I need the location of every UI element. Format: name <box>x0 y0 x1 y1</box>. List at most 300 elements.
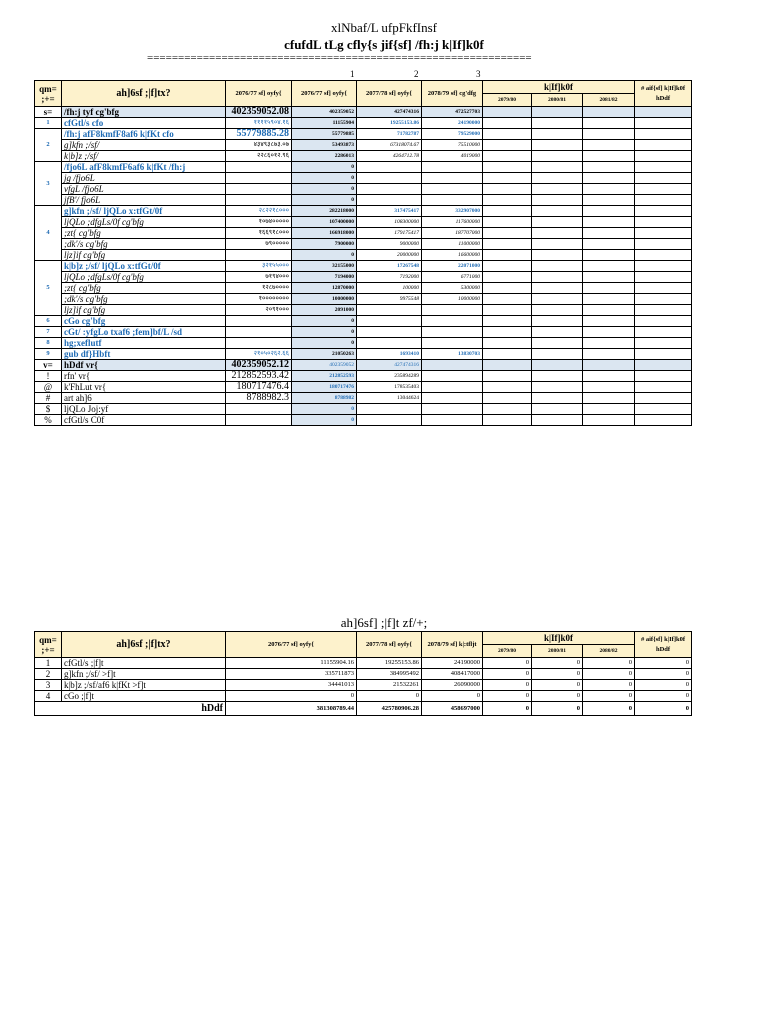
value-2077-78: 19255153.86 <box>357 658 422 669</box>
value-2077-78: 20000000 <box>357 250 422 261</box>
table-row <box>35 360 692 371</box>
value-2078-79: 6771000 <box>422 272 483 283</box>
value-2076-77 <box>226 173 292 184</box>
total-2080-82: 0 <box>583 702 635 716</box>
table-row <box>35 415 692 426</box>
value-three-year-total <box>635 327 692 338</box>
value-three-year-total <box>635 360 692 371</box>
value-2080-81 <box>532 239 583 250</box>
table-row <box>35 272 692 283</box>
value-2080-81 <box>532 250 583 261</box>
table-row <box>35 349 692 360</box>
value-three-year-total: 0 <box>635 669 692 680</box>
value-2078-79: 0 <box>422 691 483 702</box>
value-2080-81 <box>532 228 583 239</box>
value-2077-78: 317475417 <box>357 206 422 217</box>
value-2081-82 <box>583 261 635 272</box>
doc-title-line2: cfufdL tLg cfly{s jif{sf] /fh:j k|If]k0f <box>284 37 484 52</box>
value-2079-80 <box>483 118 532 129</box>
header-actual-2076-77: 2076/77 sf] oyfy{ <box>226 81 292 107</box>
value-2076-77-b: 55779885 <box>292 129 357 140</box>
value-2076-77: १०७४००००० <box>226 217 292 228</box>
row-serial: ! <box>35 371 62 382</box>
value-2079-80 <box>483 206 532 217</box>
value-2076-77: ७१९४००० <box>226 272 292 283</box>
value-2080-81 <box>532 415 583 426</box>
value-2078-79: 408417000 <box>422 669 483 680</box>
total-2078-79: 458697000 <box>422 702 483 716</box>
row-label: ljz]if cg'bfg <box>62 250 226 261</box>
row-label: ;dk'/s cg'bfg <box>62 294 226 305</box>
value-2080-81 <box>532 283 583 294</box>
value-2081-82 <box>583 151 635 162</box>
value-2080-81 <box>532 118 583 129</box>
value-2076-77 <box>226 404 292 415</box>
value-three-year-total <box>635 294 692 305</box>
table-row <box>35 151 692 162</box>
value-three-year-total: 0 <box>635 658 692 669</box>
value-2076-77-b: 11155904 <box>292 118 357 129</box>
value-2077-78: 19255153.86 <box>357 118 422 129</box>
row-serial: 1 <box>35 118 62 129</box>
table-row <box>35 283 692 294</box>
value-2077-78 <box>357 162 422 173</box>
table-row <box>35 162 692 173</box>
table-row <box>35 680 692 691</box>
value-2077-78: 7192000 <box>357 272 422 283</box>
row-serial: 3 <box>35 162 62 206</box>
value-2081-82 <box>583 360 635 371</box>
value-2078-79: 11000000 <box>422 239 483 250</box>
table-row <box>35 173 692 184</box>
value-2077-78: 9975548 <box>357 294 422 305</box>
row-serial: % <box>35 415 62 426</box>
row-label: g]kfn ;/sf/ >f]t <box>62 669 226 680</box>
value-2078-79: 24190000 <box>422 118 483 129</box>
value-2080-81 <box>532 360 583 371</box>
value-2077-78: 71782787 <box>357 129 422 140</box>
value-2076-77 <box>226 195 292 206</box>
value-2078-79 <box>422 162 483 173</box>
value-2079-80 <box>483 129 532 140</box>
row-label: jfB'/ fjo6L <box>62 195 226 206</box>
table-row <box>35 129 692 140</box>
row-serial: v= <box>35 360 62 371</box>
value-2080-81 <box>532 305 583 316</box>
value-2076-77 <box>226 316 292 327</box>
total-row <box>35 702 692 716</box>
value-2081-82 <box>583 404 635 415</box>
value-2078-79 <box>422 327 483 338</box>
value-2076-77: 11155904.16 <box>226 658 357 669</box>
row-serial: 1 <box>35 658 62 669</box>
value-2079-80 <box>483 140 532 151</box>
value-three-year-total <box>635 371 692 382</box>
value-2078-79 <box>422 382 483 393</box>
value-three-year-total <box>635 393 692 404</box>
value-2076-77-b: 0 <box>292 404 357 415</box>
row-serial: 2 <box>35 129 62 162</box>
header-actual-2076-77: 2076/77 sf] oyfy{ <box>226 632 357 658</box>
revenue-projection-table <box>34 80 692 426</box>
table-row <box>35 371 692 382</box>
value-2076-77: ३२१५५००० <box>226 261 292 272</box>
value-2080-82: 0 <box>583 691 635 702</box>
value-2077-78: 17267548 <box>357 261 422 272</box>
value-2081-82 <box>583 415 635 426</box>
value-2081-82 <box>583 184 635 195</box>
value-2076-77 <box>226 415 292 426</box>
table-row <box>35 382 692 393</box>
value-2076-77-b: 0 <box>292 415 357 426</box>
value-2080-81 <box>532 338 583 349</box>
value-2077-78 <box>357 184 422 195</box>
table-row <box>35 206 692 217</box>
value-2079-80 <box>483 305 532 316</box>
value-2079-80 <box>483 162 532 173</box>
value-2077-78: 67318074.67 <box>357 140 422 151</box>
value-2076-77: ११११५९०४.१६ <box>226 118 292 129</box>
value-2080-81 <box>532 327 583 338</box>
value-2081-82 <box>583 272 635 283</box>
value-2076-77 <box>226 184 292 195</box>
total-label: hDdf <box>35 702 226 716</box>
value-2080-81 <box>532 371 583 382</box>
table-row <box>35 305 692 316</box>
value-2078-79 <box>422 371 483 382</box>
value-three-year-total <box>635 118 692 129</box>
value-2080-81 <box>532 195 583 206</box>
value-2078-79: 26090000 <box>422 680 483 691</box>
header-year-2080-82: 2080/82 <box>583 645 635 658</box>
row-serial: 4 <box>35 691 62 702</box>
value-2078-79: 4019000 <box>422 151 483 162</box>
row-label: ljQLo ;dfgLs/0f cg'bfg <box>62 272 226 283</box>
header-actual-2076-77-b: 2076/77 sf] oyfy{ <box>292 81 357 107</box>
value-2078-79: 187707000 <box>422 228 483 239</box>
row-label: ;zt{ cg'bfg <box>62 228 226 239</box>
column-number-3: 3 <box>476 69 481 79</box>
header-year-2080-81: 2080/81 <box>532 94 583 107</box>
row-serial: 2 <box>35 669 62 680</box>
value-2080-81 <box>532 217 583 228</box>
value-three-year-total <box>635 239 692 250</box>
row-label: vfgL /fjo6L <box>62 184 226 195</box>
header-year-2079-80: 2079/80 <box>483 94 532 107</box>
value-2077-78: 427474316 <box>357 107 422 118</box>
value-2076-77-b: 282218000 <box>292 206 357 217</box>
value-2076-77 <box>226 338 292 349</box>
value-2078-79: 16600000 <box>422 250 483 261</box>
table-row <box>35 404 692 415</box>
value-2076-77-b: 0 <box>292 338 357 349</box>
value-2076-77: २१०५०२६२.६६ <box>226 349 292 360</box>
value-2079-80 <box>483 195 532 206</box>
value-2080-81 <box>532 316 583 327</box>
value-2076-77: २८२२१८००० <box>226 206 292 217</box>
value-2080-81 <box>532 261 583 272</box>
value-2080-82: 0 <box>583 658 635 669</box>
value-2076-77 <box>226 162 292 173</box>
value-2079-80 <box>483 371 532 382</box>
value-2077-78: 178535403 <box>357 382 422 393</box>
value-2079-80 <box>483 338 532 349</box>
row-label: k|b]z ;/sf/ <box>62 151 226 162</box>
row-serial: $ <box>35 404 62 415</box>
value-three-year-total <box>635 404 692 415</box>
value-2078-79 <box>422 184 483 195</box>
table-row <box>35 669 692 680</box>
row-serial: s= <box>35 107 62 118</box>
row-serial: 3 <box>35 680 62 691</box>
value-2080-82: 0 <box>583 680 635 691</box>
value-2081-82 <box>583 129 635 140</box>
value-2079-80 <box>483 107 532 118</box>
table-row <box>35 239 692 250</box>
value-2081-82 <box>583 118 635 129</box>
value-2081-82 <box>583 162 635 173</box>
value-2077-78 <box>357 338 422 349</box>
value-2076-77: 335711873 <box>226 669 357 680</box>
row-label: ljz]if cg'bfg <box>62 305 226 316</box>
total-2080-81: 0 <box>532 702 583 716</box>
budget-source-summary-table <box>34 631 692 716</box>
value-2079-80 <box>483 360 532 371</box>
value-2080-81 <box>532 349 583 360</box>
value-2079-80 <box>483 283 532 294</box>
table-row <box>35 184 692 195</box>
value-2078-79 <box>422 404 483 415</box>
value-2076-77-b: 2286013 <box>292 151 357 162</box>
value-2077-78: 100000 <box>357 283 422 294</box>
value-2079-80 <box>483 349 532 360</box>
value-2076-77-b: 107400000 <box>292 217 357 228</box>
table-row <box>35 250 692 261</box>
value-2080-81: 0 <box>532 691 583 702</box>
row-label: cfGtl/s C0f <box>62 415 226 426</box>
row-label: cGt/ :yfgLo txaf6 ;fem]bf/L /sd <box>62 327 226 338</box>
value-2078-79: 117600000 <box>422 217 483 228</box>
value-2076-77-b: 8788982 <box>292 393 357 404</box>
value-2076-77-b: 402359052 <box>292 360 357 371</box>
value-2081-82 <box>583 382 635 393</box>
value-2079-80 <box>483 294 532 305</box>
table-row <box>35 338 692 349</box>
row-serial: 5 <box>35 261 62 316</box>
value-2080-81 <box>532 173 583 184</box>
table-row <box>35 217 692 228</box>
value-2076-77-b: 7194000 <box>292 272 357 283</box>
value-2079-80 <box>483 404 532 415</box>
value-2076-77-b: 53493873 <box>292 140 357 151</box>
value-2081-82 <box>583 195 635 206</box>
value-2080-81 <box>532 162 583 173</box>
value-2076-77 <box>226 250 292 261</box>
header-serial: qm= ;+= <box>35 632 62 658</box>
value-2079-80 <box>483 393 532 404</box>
value-2077-78: 179175417 <box>357 228 422 239</box>
value-three-year-total <box>635 173 692 184</box>
value-2080-81: 0 <box>532 669 583 680</box>
value-2077-78 <box>357 415 422 426</box>
value-2079-80 <box>483 239 532 250</box>
value-2077-78 <box>357 195 422 206</box>
row-label: ljQLo ;dfgLs/0f cg'bfg <box>62 217 226 228</box>
value-2079-80 <box>483 184 532 195</box>
value-2079-80: 0 <box>483 658 532 669</box>
value-2078-79 <box>422 316 483 327</box>
row-serial: 7 <box>35 327 62 338</box>
value-2077-78 <box>357 327 422 338</box>
value-2076-77-b: 32155000 <box>292 261 357 272</box>
value-2081-82 <box>583 206 635 217</box>
table-row <box>35 261 692 272</box>
value-2076-77 <box>226 327 292 338</box>
value-2081-82 <box>583 371 635 382</box>
row-label: rfn' vr{ <box>62 371 226 382</box>
row-label: ;zt{ cg'bfg <box>62 283 226 294</box>
value-2077-78 <box>357 305 422 316</box>
value-2078-79: 24190000 <box>422 658 483 669</box>
value-three-year-total <box>635 316 692 327</box>
value-2081-82 <box>583 338 635 349</box>
header-year-2080-81: 2080/81 <box>532 645 583 658</box>
header-projection: k|If]k0f <box>483 632 635 645</box>
row-label: cGo ;|f]t <box>62 691 226 702</box>
value-2078-79: 79529000 <box>422 129 483 140</box>
value-2081-82 <box>583 327 635 338</box>
table-row <box>35 195 692 206</box>
value-three-year-total <box>635 261 692 272</box>
total-2079-80: 0 <box>483 702 532 716</box>
header-estimate-2078-79: 2078/79 sf] cg'dfg <box>422 81 483 107</box>
value-2077-78: 235894289 <box>357 371 422 382</box>
value-three-year-total: 0 <box>635 680 692 691</box>
value-three-year-total <box>635 184 692 195</box>
value-2077-78 <box>357 316 422 327</box>
column-number-2: 2 <box>414 69 419 79</box>
value-2079-80 <box>483 415 532 426</box>
value-2081-82 <box>583 140 635 151</box>
value-2081-82 <box>583 239 635 250</box>
value-2076-77: २०९१००० <box>226 305 292 316</box>
value-three-year-total <box>635 349 692 360</box>
row-label: gub df}Hbft <box>62 349 226 360</box>
row-label: /fjo6L afF8kmfF6af6 k|fKt /fh:j <box>62 162 226 173</box>
value-2076-77: 402359052.08 <box>226 107 292 118</box>
value-2078-79 <box>422 195 483 206</box>
value-three-year-total: 0 <box>635 691 692 702</box>
value-2079-80 <box>483 173 532 184</box>
value-2081-82 <box>583 217 635 228</box>
value-three-year-total <box>635 195 692 206</box>
row-label: jg /fjo6L <box>62 173 226 184</box>
value-three-year-total <box>635 338 692 349</box>
value-three-year-total <box>635 107 692 118</box>
value-2076-77: १०००००००० <box>226 294 292 305</box>
value-2080-81 <box>532 206 583 217</box>
value-2079-80 <box>483 382 532 393</box>
row-serial: 9 <box>35 349 62 360</box>
value-2081-82 <box>583 173 635 184</box>
value-2076-77: 0 <box>226 691 357 702</box>
value-2080-81 <box>532 129 583 140</box>
value-2076-77: 212852593.42 <box>226 371 292 382</box>
row-label: ljQLo Joj:yf <box>62 404 226 415</box>
value-2077-78: 13044624 <box>357 393 422 404</box>
value-2079-80 <box>483 250 532 261</box>
value-2076-77: 34441013 <box>226 680 357 691</box>
equals-divider: ============================================================== <box>147 52 532 64</box>
value-three-year-total <box>635 305 692 316</box>
value-three-year-total <box>635 415 692 426</box>
value-2080-81 <box>532 107 583 118</box>
value-2077-78: 0 <box>357 691 422 702</box>
table-row <box>35 228 692 239</box>
value-2076-77-b: 21050263 <box>292 349 357 360</box>
table-row <box>35 107 692 118</box>
value-2081-82 <box>583 305 635 316</box>
row-label: cfGtl/s ;|f]t <box>62 658 226 669</box>
value-three-year-total <box>635 129 692 140</box>
header-year-2081-82: 2081/82 <box>583 94 635 107</box>
value-2079-80 <box>483 272 532 283</box>
value-2078-79 <box>422 305 483 316</box>
header-three-year-total: # aif{sf] k|If]k0f hDdf <box>635 81 692 107</box>
value-2079-80 <box>483 261 532 272</box>
row-label: ;dk'/s cg'bfg <box>62 239 226 250</box>
value-2080-81: 0 <box>532 680 583 691</box>
doc-title-line1: xlNbaf/L ufpFkfInsf <box>330 20 438 35</box>
table-row <box>35 118 692 129</box>
value-2078-79: 13830703 <box>422 349 483 360</box>
value-2080-82: 0 <box>583 669 635 680</box>
value-2079-80 <box>483 228 532 239</box>
value-2076-77: ४३४९३८७३.०७ <box>226 140 292 151</box>
value-2077-78: 108300000 <box>357 217 422 228</box>
row-serial: # <box>35 393 62 404</box>
value-2079-80: 0 <box>483 669 532 680</box>
row-label: k'FhLut vr{ <box>62 382 226 393</box>
row-label: g]kfn ;/sf/ <box>62 140 226 151</box>
header-source: ah]6sf ;|f]tx? <box>62 632 226 658</box>
value-2078-79 <box>422 173 483 184</box>
value-three-year-total <box>635 140 692 151</box>
table-row <box>35 393 692 404</box>
value-2076-77: 55779885.28 <box>226 129 292 140</box>
value-2077-78: 21532261 <box>357 680 422 691</box>
total-2077-78: 425780906.28 <box>357 702 422 716</box>
value-2077-78: 1693410 <box>357 349 422 360</box>
value-three-year-total <box>635 283 692 294</box>
header-actual-2077-78: 2077/78 sf] oyfy{ <box>357 632 422 658</box>
value-2079-80: 0 <box>483 691 532 702</box>
value-2076-77-b: 2091000 <box>292 305 357 316</box>
value-2081-82 <box>583 283 635 294</box>
value-2077-78 <box>357 404 422 415</box>
row-label: k|b]z ;/sf/af6 k|fKt >f]t <box>62 680 226 691</box>
table-row <box>35 327 692 338</box>
value-2078-79: 5300000 <box>422 283 483 294</box>
value-three-year-total <box>635 272 692 283</box>
value-2076-77: 180717476.4 <box>226 382 292 393</box>
value-2080-81 <box>532 272 583 283</box>
value-2078-79: 10000000 <box>422 294 483 305</box>
value-2076-77: १६६९१८००० <box>226 228 292 239</box>
value-three-year-total <box>635 228 692 239</box>
row-label: /fh:j afF8kmfF8af6 k|fKt cfo <box>62 129 226 140</box>
header-actual-2077-78: 2077/78 sf] oyfy{ <box>357 81 422 107</box>
